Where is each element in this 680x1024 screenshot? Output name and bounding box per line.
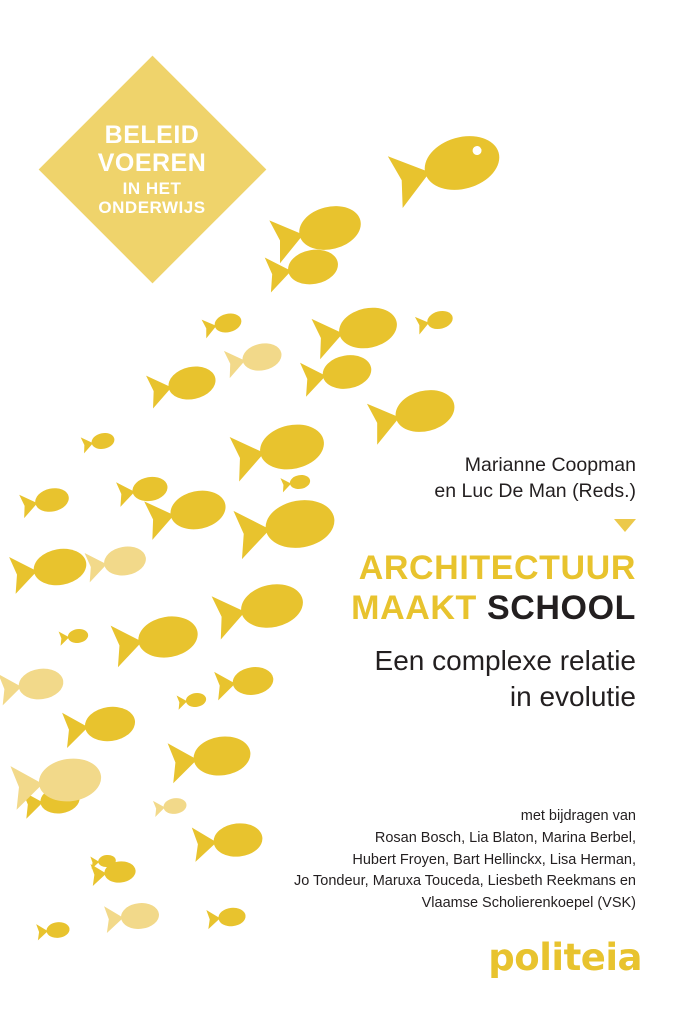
title-line-1: ARCHITECTUUR	[358, 549, 636, 587]
badge-line-1: BELEID	[104, 120, 200, 149]
title-word-maakt: MAAKT	[351, 589, 477, 628]
publisher-logo: politeia	[488, 936, 642, 979]
contributors-heading: met bijdragen van	[520, 808, 636, 824]
contributors-block	[294, 806, 636, 915]
series-badge	[38, 55, 266, 283]
badge-line-4: ONDERWIJS	[98, 198, 206, 217]
badge-line-2: VOEREN	[97, 148, 207, 177]
contributors-line: Jo Tondeur, Maruxa Touceda, Liesbeth Reekmans en	[293, 873, 636, 890]
author-line-1: Marianne Coopman	[464, 454, 636, 476]
book-title	[351, 548, 636, 628]
title-word-school: SCHOOL	[486, 589, 636, 628]
authors-block	[434, 452, 636, 504]
subtitle-line-2: in evolutie	[509, 680, 636, 712]
subtitle-line-1: Een complexe relatie	[374, 645, 636, 676]
contributors-line: Rosan Bosch, Lia Blaton, Marina Berbel,	[374, 829, 636, 846]
author-line-2: en Luc De Man (Reds.)	[434, 480, 636, 503]
badge-line-3: IN HET	[122, 178, 182, 198]
book-subtitle	[375, 643, 636, 715]
contributors-line: Vlaamse Scholierenkoepel (VSK)	[421, 895, 636, 911]
badge-text	[38, 55, 266, 283]
accent-triangle-icon	[614, 519, 636, 532]
contributors-line: Hubert Froyen, Bart Hellinckx, Lisa Herman,	[352, 851, 636, 868]
title-line-2	[351, 588, 636, 628]
